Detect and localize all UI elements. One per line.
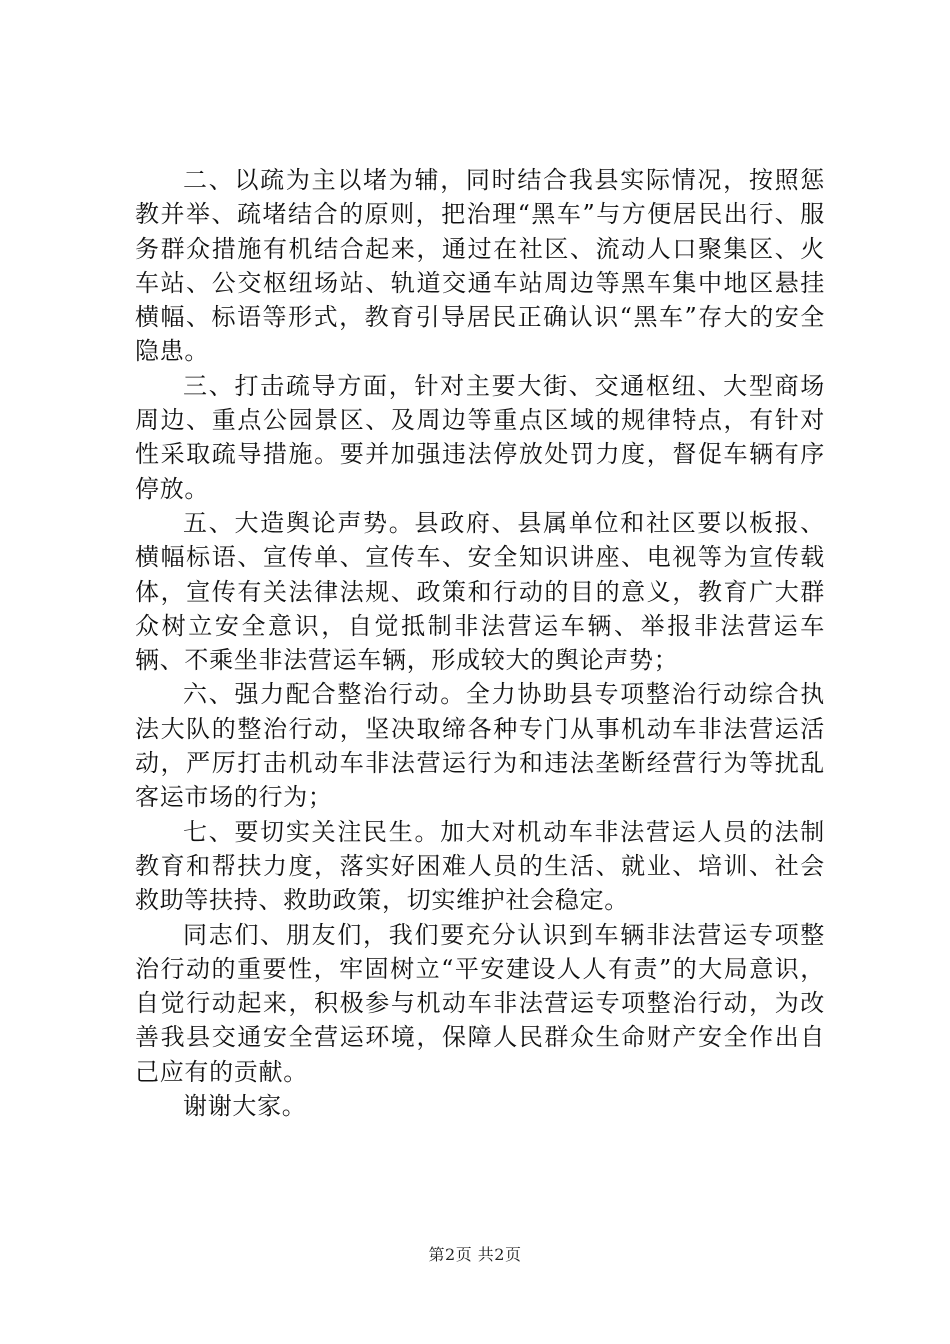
paragraph-three: 三、打击疏导方面，针对主要大街、交通枢纽、大型商场周边、重点公园景区、及周边等重点区域的规律特点，有针对性采取疏导措施。要并加强违法停放处罚力度，督促车辆有序停放。 xyxy=(135,371,825,503)
page-number-footer: 第2页 共2页 xyxy=(428,1245,522,1264)
paragraph-two: 二、以疏为主以堵为辅，同时结合我县实际情况，按照惩教并举、疏堵结合的原则，把治理“黑车”与方便居民出行、服务群众措施有机结合起来，通过在社区、流动人口聚集区、火车站、公交枢纽场站、轨道交通车站周边等黑车集中地区悬挂横幅、标语等形式，教育引导居民正确认识“黑车”存大的安全隐患。 xyxy=(135,166,825,366)
paragraph-five: 五、大造舆论声势。县政府、县属单位和社区要以板报、横幅标语、宣传单、宣传车、安全知识讲座、电视等为宣传载体，宣传有关法律法规、政策和行动的目的意义，教育广大群众树立安全意识，自觉抵制非法营运车辆、举报非法营运车辆、不乘坐非法营运车辆，形成较大的舆论声势； xyxy=(135,508,825,675)
paragraph-thanks: 谢谢大家。 xyxy=(183,1092,307,1121)
paragraph-closing: 同志们、朋友们，我们要充分认识到车辆非法营运专项整治行动的重要性，牢固树立“平安建设人人有责”的大局意识，自觉行动起来，积极参与机动车非法营运专项整治行动，为改善我县交通安全营运环境，保障人民群众生命财产安全作出自己应有的贡献。 xyxy=(135,920,825,1086)
document-body xyxy=(135,163,825,1123)
paragraph-six: 六、强力配合整治行动。全力协助县专项整治行动综合执法大队的整治行动，坚决取缔各种专门从事机动车非法营运活动，严厉打击机动车非法营运行为和违法垄断经营行为等扰乱客运市场的行为； xyxy=(135,680,825,812)
paragraph-seven: 七、要切实关注民生。加大对机动车非法营运人员的法制教育和帮扶力度，落实好困难人员的生活、就业、培训、社会救助等扶持、救助政策，切实维护社会稳定。 xyxy=(135,817,825,915)
